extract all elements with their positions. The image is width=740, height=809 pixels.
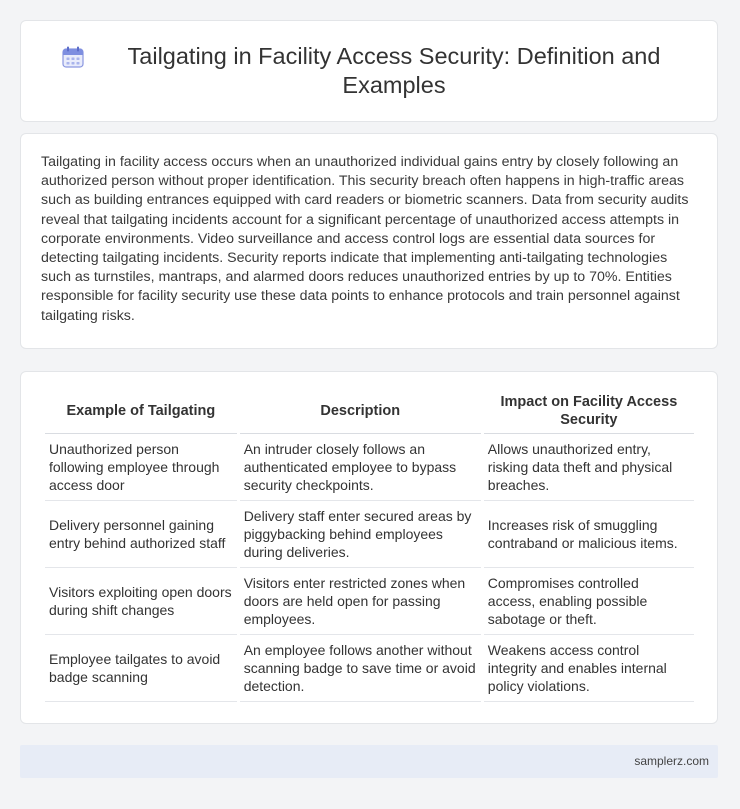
- table-row: [45, 434, 694, 501]
- page-title: Tailgating in Facility Access Security: Definition and Examples: [127, 43, 661, 98]
- title-card: [20, 20, 718, 122]
- table-row: [45, 635, 694, 702]
- intro-paragraph: Tailgating in facility access occurs when an unauthorized individual gains entry by closely following an authorized person without proper identification. This security breach often happens in high-traffic areas such as building entrances equipped with card readers or biometric scanners. Data from security audits reveal that tailgating incidents account for a significant percentage of unauthorized access attempts in corporate environments. Video surveillance and access control logs are essential data sources for detecting tailgating incidents. Security reports indicate that implementing anti-tailgating technologies such as turnstiles, mantraps, and alarmed doors reduces unauthorized entries by up to 70%. Entities responsible for facility security use these data points to enhance protocols and train personnel against tailgating risks.: [41, 154, 689, 324]
- examples-table: [42, 388, 697, 702]
- cell-example: Visitors exploiting open doors during shift changes: [45, 568, 237, 635]
- cell-example: Delivery personnel gaining entry behind authorized staff: [45, 501, 237, 568]
- footer-bar: [20, 745, 718, 778]
- header-impact: Impact on Facility Access Security: [484, 388, 694, 434]
- header-description: Description: [240, 388, 481, 434]
- cell-description: Delivery staff enter secured areas by piggybacking behind employees during deliveries.: [240, 501, 481, 568]
- cell-description: An intruder closely follows an authenticated employee to bypass security checkpoints.: [240, 434, 481, 501]
- table-card: [20, 371, 718, 724]
- calendar-icon: [61, 45, 85, 69]
- cell-description: An employee follows another without scanning badge to save time or avoid detection.: [240, 635, 481, 702]
- header-example: Example of Tailgating: [45, 388, 237, 434]
- table-row: [45, 501, 694, 568]
- cell-example: Unauthorized person following employee through access door: [45, 434, 237, 501]
- cell-description: Visitors enter restricted zones when doors are held open for passing employees.: [240, 568, 481, 635]
- cell-impact: Weakens access control integrity and enables internal policy violations.: [484, 635, 694, 702]
- footer-site-link[interactable]: samplerz.com: [634, 754, 709, 768]
- intro-card: [20, 133, 718, 349]
- cell-impact: Allows unauthorized entry, risking data theft and physical breaches.: [484, 434, 694, 501]
- cell-impact: Compromises controlled access, enabling possible sabotage or theft.: [484, 568, 694, 635]
- title-wrap: [21, 21, 717, 121]
- cell-impact: Increases risk of smuggling contraband or malicious items.: [484, 501, 694, 568]
- table-row: [45, 568, 694, 635]
- cell-example: Employee tailgates to avoid badge scanning: [45, 635, 237, 702]
- table-header-row: [45, 388, 694, 434]
